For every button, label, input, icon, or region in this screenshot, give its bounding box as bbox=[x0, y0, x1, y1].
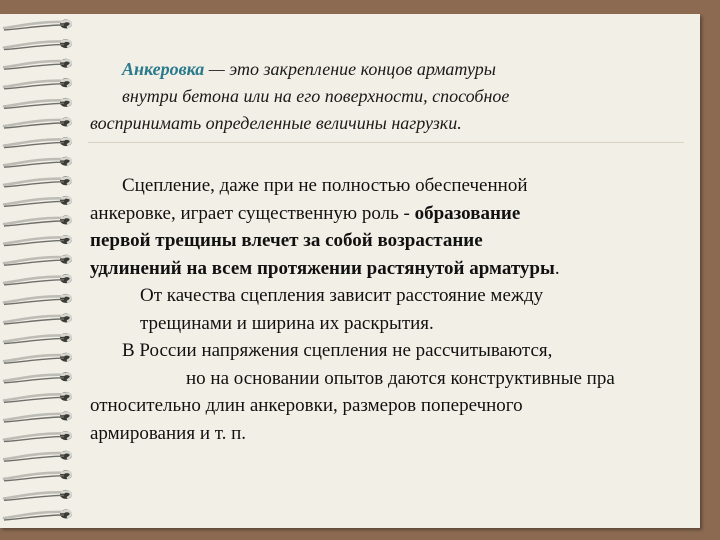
spiral-ring bbox=[4, 98, 72, 109]
divider-line bbox=[88, 142, 684, 143]
spiral-ring bbox=[4, 196, 72, 207]
p1-line-4 bbox=[90, 255, 700, 283]
p1-line-4-end: . bbox=[554, 257, 560, 279]
definition-line-1 bbox=[90, 56, 690, 83]
p2-line-2: трещинами и ширина их раскрытия. bbox=[140, 312, 434, 334]
spiral-ring bbox=[4, 372, 72, 383]
term-anchorage: Анкеровка bbox=[122, 59, 205, 79]
spiral-ring bbox=[4, 274, 72, 285]
spiral-ring bbox=[4, 294, 72, 305]
spiral-ring bbox=[4, 510, 72, 521]
definition-line-3: воспринимать определенные величины нагрузки. bbox=[90, 113, 462, 133]
spiral-rings bbox=[0, 8, 86, 528]
body-text bbox=[90, 172, 700, 447]
definition-text: — это закрепление концов арматуры bbox=[204, 59, 496, 79]
spiral-ring bbox=[4, 451, 72, 462]
p3-line-3: относительно длин анкеровки, размеров поперечного bbox=[90, 395, 523, 416]
spiral-ring bbox=[4, 412, 72, 423]
p2-line-1: От качества сцепления зависит расстояние между bbox=[140, 285, 544, 306]
spiral-ring bbox=[4, 235, 72, 246]
spiral-ring bbox=[4, 470, 72, 481]
p1-line-4-bold: удлинений на всем протяжении растянутой арматуры bbox=[90, 257, 555, 279]
spiral-ring bbox=[4, 431, 72, 442]
spiral-ring bbox=[4, 20, 72, 31]
p1-line-2-bold: образование bbox=[414, 202, 521, 224]
spiral-ring bbox=[4, 39, 72, 50]
spiral-ring bbox=[4, 137, 72, 148]
spiral-binding bbox=[0, 8, 86, 528]
spiral-ring bbox=[4, 255, 72, 266]
p1-line-1: Сцепление, даже при не полностью обеспеченной bbox=[122, 175, 528, 196]
spiral-ring bbox=[4, 118, 72, 129]
spiral-ring bbox=[4, 392, 72, 403]
spiral-ring bbox=[4, 59, 72, 69]
spiral-ring bbox=[4, 176, 72, 187]
p3-line-4: армирования и т. п. bbox=[90, 422, 247, 444]
spiral-ring bbox=[4, 333, 72, 344]
spiral-ring bbox=[4, 353, 72, 364]
spiral-ring bbox=[4, 216, 72, 227]
p1-line-2 bbox=[90, 200, 700, 228]
p3-line-2: но на основании опытов даются конструктивные пра bbox=[186, 367, 615, 389]
p1-line-2-text: анкеровке, играет существенную роль - bbox=[90, 202, 415, 224]
definition-line-2: внутри бетона или на его поверхности, способное bbox=[122, 86, 510, 106]
definition-block bbox=[90, 56, 690, 137]
p3-line-1: В России напряжения сцепления не рассчитываются, bbox=[122, 340, 553, 361]
spiral-ring bbox=[4, 157, 72, 168]
notebook-page bbox=[0, 14, 700, 528]
spiral-ring bbox=[4, 78, 72, 89]
spiral-ring bbox=[4, 314, 72, 325]
spiral-ring bbox=[4, 490, 72, 501]
p1-line-3: первой трещины влечет за собой возрастание bbox=[90, 230, 483, 251]
